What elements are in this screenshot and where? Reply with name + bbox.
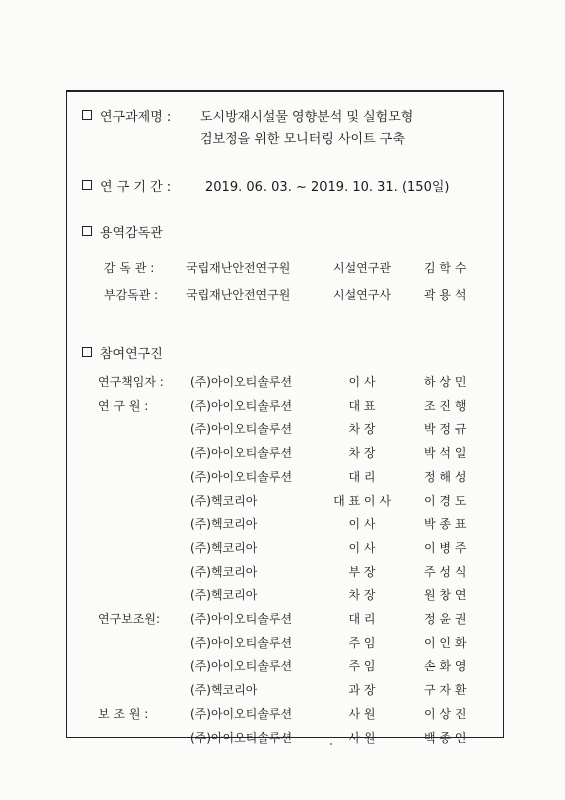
row-position: 차 장 — [348, 446, 376, 461]
row-name: 손 화 영 — [424, 659, 467, 674]
row-org: (주)아이오티솔루션 — [190, 446, 293, 461]
supervisors-heading: 용역감독관 — [100, 226, 163, 241]
row-position: 시설연구관 — [333, 261, 391, 275]
row-position: 사 원 — [348, 730, 376, 745]
row-name: 이 경 도 — [424, 493, 467, 508]
project-title-row — [82, 106, 171, 125]
row-name: 하 상 민 — [424, 375, 467, 389]
row-position: 주 임 — [348, 635, 376, 650]
row-name: 김 학 수 — [424, 261, 467, 275]
row-position: 이 사 — [348, 517, 376, 532]
row-name: 조 진 행 — [424, 398, 467, 413]
row-role: 보 조 원 : — [98, 706, 149, 721]
row-name: 박 석 일 — [424, 446, 467, 461]
row-position: 대 리 — [348, 612, 376, 626]
row-org: (주)헥코리아 — [190, 493, 258, 508]
checkbox-icon — [82, 180, 92, 190]
checkbox-icon — [82, 226, 92, 236]
project-title-line1: 도시방재시설물 영향분석 및 실험모형 — [200, 110, 414, 125]
row-position: 대 표 — [348, 398, 376, 413]
row-name: 박 종 표 — [424, 517, 467, 532]
row-name: 정 해 성 — [424, 469, 467, 484]
researchers-heading-row — [82, 343, 163, 362]
row-org: (주)아이오티솔루션 — [190, 398, 293, 413]
row-position: 주 임 — [348, 659, 376, 674]
row-org: (주)헥코리아 — [190, 564, 258, 579]
project-period-label: 연 구 기 간 : — [100, 180, 172, 195]
row-position: 대 표 이 사 — [333, 493, 391, 508]
row-role: 연구보조원: — [98, 612, 161, 626]
row-org: (주)헥코리아 — [190, 540, 258, 555]
row-position: 차 장 — [348, 422, 376, 437]
supervisors-heading-row — [82, 222, 163, 241]
row-position: 부 장 — [348, 564, 376, 579]
project-period-row — [82, 176, 171, 195]
researchers-heading: 참여연구진 — [100, 347, 163, 362]
row-position: 차 장 — [348, 588, 376, 603]
row-name: 박 정 규 — [424, 422, 467, 437]
project-title-line2: 검보정을 위한 모니터링 사이트 구축 — [200, 132, 405, 147]
row-org: (주)헥코리아 — [190, 517, 258, 532]
row-org: (주)아이오티솔루션 — [190, 422, 293, 437]
row-org: (주)아이오티솔루션 — [190, 612, 293, 626]
row-org: 국립재난안전연구원 — [186, 288, 291, 302]
row-name: 곽 용 석 — [424, 288, 467, 302]
row-position: 대 리 — [348, 469, 376, 484]
project-period-value: 2019. 06. 03. ~ 2019. 10. 31. (150일) — [205, 180, 450, 195]
row-name: 이 병 주 — [424, 540, 467, 555]
row-org: (주)헥코리아 — [190, 683, 258, 698]
row-org: (주)아이오티솔루션 — [190, 375, 293, 389]
row-name: 백 종 인 — [424, 730, 467, 745]
row-org: 국립재난안전연구원 — [186, 261, 291, 275]
checkbox-icon — [82, 110, 92, 120]
row-org: (주)아이오티솔루션 — [190, 730, 293, 745]
checkbox-icon — [82, 347, 92, 357]
row-org: (주)아이오티솔루션 — [190, 706, 293, 721]
row-name: 이 인 화 — [424, 635, 467, 650]
row-name: 정 윤 권 — [424, 612, 467, 626]
row-org: (주)헥코리아 — [190, 588, 258, 603]
project-title-label: 연구과제명 : — [100, 110, 172, 125]
stray-mark — [330, 743, 332, 745]
row-position: 이 사 — [348, 540, 376, 555]
row-position: 시설연구사 — [333, 288, 391, 302]
row-name: 주 성 식 — [424, 564, 467, 579]
row-role: 감 독 관 : — [104, 261, 155, 275]
row-name: 원 창 연 — [424, 588, 467, 603]
row-name: 이 상 진 — [424, 706, 467, 721]
row-role: 연 구 원 : — [98, 398, 149, 413]
row-name: 구 자 환 — [424, 683, 467, 698]
row-role: 연구책임자 : — [98, 375, 164, 389]
row-org: (주)아이오티솔루션 — [190, 635, 293, 650]
row-org: (주)아이오티솔루션 — [190, 659, 293, 674]
row-org: (주)아이오티솔루션 — [190, 469, 293, 484]
row-position: 사 원 — [348, 706, 376, 721]
row-role: 부감독관 : — [104, 288, 159, 302]
row-position: 과 장 — [348, 683, 376, 698]
row-position: 이 사 — [348, 375, 376, 389]
